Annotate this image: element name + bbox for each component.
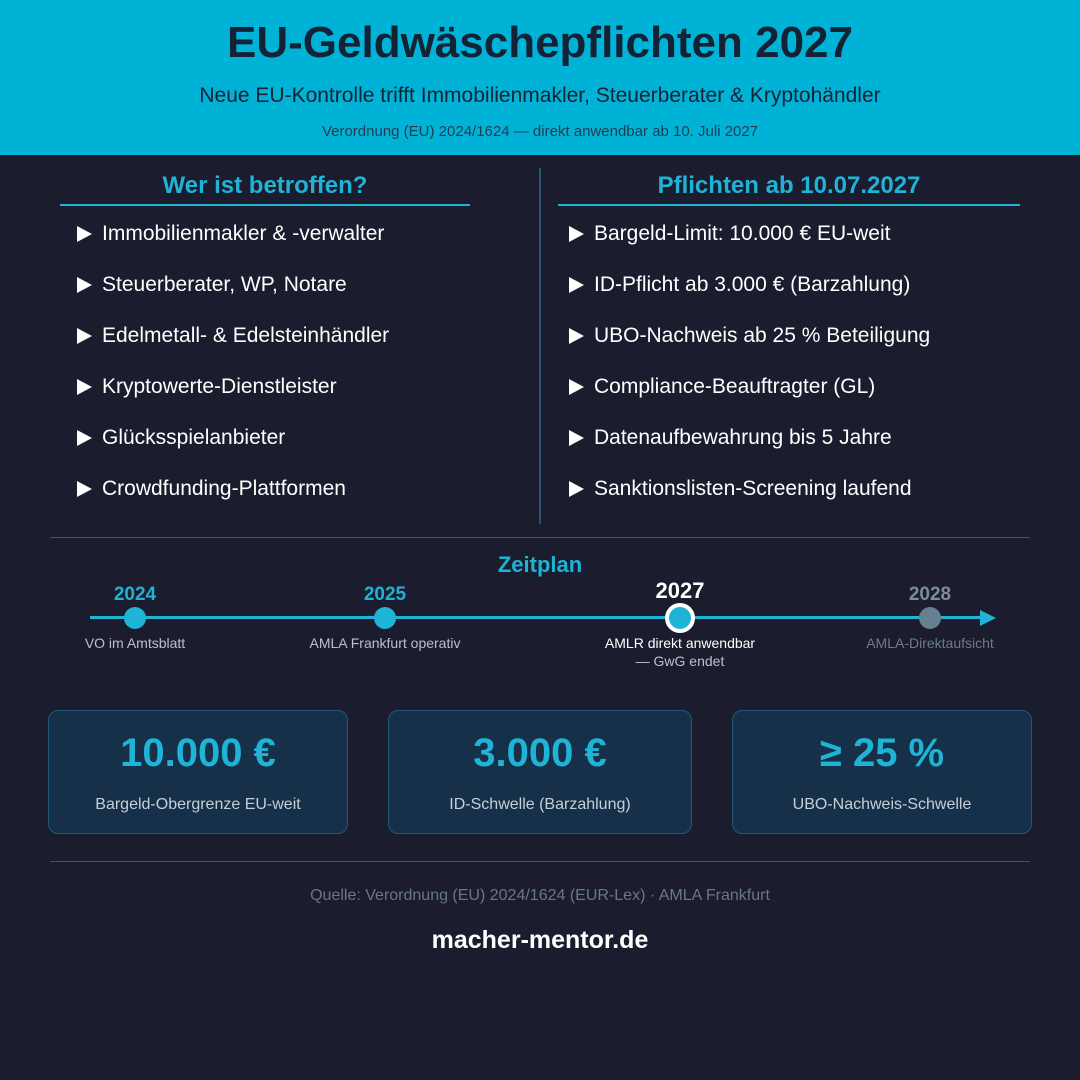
play-bullet-icon: [569, 430, 584, 446]
list-item: Sanktionslisten-Screening laufend: [569, 477, 1039, 528]
footer-divider: [50, 861, 1030, 862]
play-bullet-icon: [569, 277, 584, 293]
stat-label: UBO-Nachweis-Schwelle: [792, 796, 972, 813]
stat-label: ID-Schwelle (Barzahlung): [449, 796, 631, 813]
list-item: Immobilienmakler & -verwalter: [77, 222, 527, 273]
column-divider: [539, 168, 541, 524]
affected-heading-underline: [60, 204, 470, 206]
section-divider: [50, 537, 1030, 538]
list-item: ID-Pflicht ab 3.000 € (Barzahlung): [569, 273, 1039, 324]
stat-value: 3.000 €: [473, 731, 607, 775]
timeline-label: AMLA Frankfurt operativ: [309, 635, 461, 651]
timeline-dot: [124, 607, 146, 629]
timeline-label: VO im Amtsblatt: [84, 635, 186, 651]
regulation-note: Verordnung (EU) 2024/1624 — direkt anwendbar ab 10. Juli 2027: [321, 123, 759, 140]
play-bullet-icon: [77, 328, 92, 344]
list-item: Kryptowerte-Dienstleister: [77, 375, 527, 426]
play-bullet-icon: [569, 226, 584, 242]
play-bullet-icon: [77, 277, 92, 293]
timeline-year-2024: 2024: [113, 584, 157, 605]
timeline-dot-current: [665, 603, 695, 633]
list-item: UBO-Nachweis ab 25 % Beteiligung: [569, 324, 1039, 375]
timeline-title: Zeitplan: [497, 552, 583, 577]
timeline-dot-future: [919, 607, 941, 629]
page-title: EU-Geldwäschepflichten 2027: [227, 18, 853, 67]
list-item: Crowdfunding-Plattformen: [77, 477, 527, 528]
timeline-year-2028: 2028: [908, 584, 952, 605]
timeline-line: [90, 616, 982, 619]
page-subtitle: Neue EU-Kontrolle trifft Immobilienmakler, Steuerberater & Kryptohändler: [199, 84, 881, 107]
list-item: Bargeld-Limit: 10.000 € EU-weit: [569, 222, 1039, 273]
stat-card: [732, 710, 1032, 834]
play-bullet-icon: [77, 430, 92, 446]
timeline-label-current: AMLR direkt anwendbar — GwG endet: [604, 635, 756, 669]
timeline-year-2027: 2027: [655, 578, 705, 603]
list-item: Datenaufbewahrung bis 5 Jahre: [569, 426, 1039, 477]
stat-card: [388, 710, 692, 834]
header-banner: [0, 0, 1080, 155]
play-bullet-icon: [569, 379, 584, 395]
obligations-heading-underline: [558, 204, 1020, 206]
brand-link[interactable]: macher-mentor.de: [431, 926, 649, 954]
stat-value: ≥ 25 %: [819, 731, 945, 775]
list-item: Glücksspielanbieter: [77, 426, 527, 477]
timeline-year-2025: 2025: [363, 584, 407, 605]
obligations-heading: Pflichten ab 10.07.2027: [657, 172, 921, 199]
timeline-arrow-icon: [980, 610, 996, 626]
timeline-label: AMLA-Direktaufsicht: [866, 635, 994, 651]
play-bullet-icon: [569, 481, 584, 497]
obligations-list: [569, 222, 1039, 528]
list-item: Steuerberater, WP, Notare: [77, 273, 527, 324]
timeline-dot: [374, 607, 396, 629]
stat-card: [48, 710, 348, 834]
affected-heading: Wer ist betroffen?: [162, 172, 368, 199]
play-bullet-icon: [77, 226, 92, 242]
stat-value: 10.000 €: [120, 731, 276, 775]
play-bullet-icon: [77, 379, 92, 395]
list-item: Compliance-Beauftragter (GL): [569, 375, 1039, 426]
play-bullet-icon: [569, 328, 584, 344]
stat-label: Bargeld-Obergrenze EU-weit: [95, 796, 301, 813]
affected-list: [77, 222, 527, 528]
play-bullet-icon: [77, 481, 92, 497]
list-item: Edelmetall- & Edelsteinhändler: [77, 324, 527, 375]
source-note: Quelle: Verordnung (EU) 2024/1624 (EUR-Lex) · AMLA Frankfurt: [310, 887, 770, 904]
